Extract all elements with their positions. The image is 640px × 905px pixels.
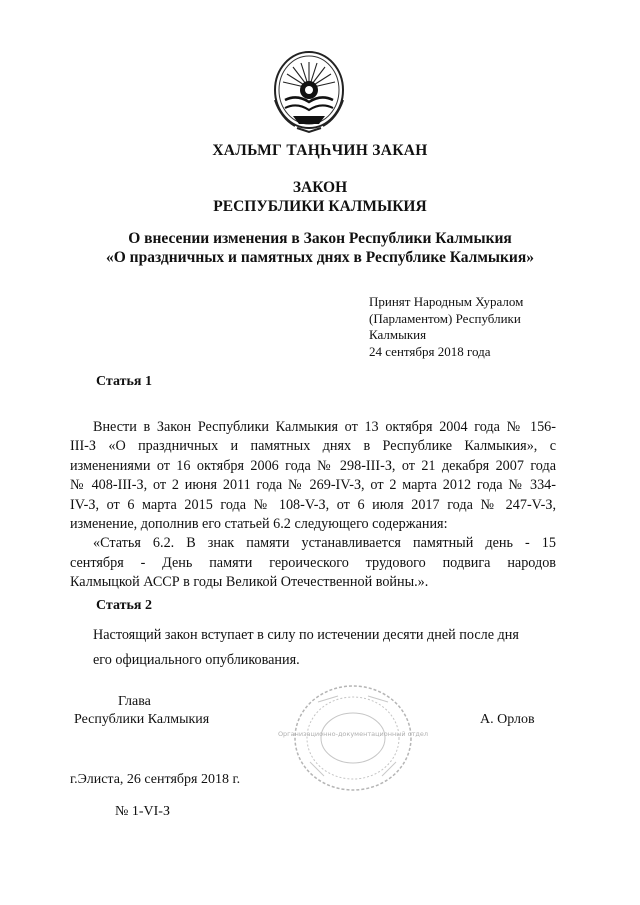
stamp-text: Организационно-документационный отдел <box>277 730 429 738</box>
adoption-line: Калмыкия <box>369 327 427 342</box>
article-2-heading: Статья 2 <box>96 598 152 613</box>
subject-line2: «О праздничных и памятных днях в Республике Калмыкия» <box>105 249 534 266</box>
article-line: III-З «О праздничных и памятных днях в Республике Калмыкия», с <box>70 438 556 455</box>
law-subject <box>0 229 640 267</box>
adoption-note <box>369 294 523 360</box>
law-number: № 1-VI-З <box>115 804 170 819</box>
article-1-heading: Статья 1 <box>96 374 152 389</box>
coat-of-arms-icon <box>271 50 347 134</box>
official-stamp <box>277 682 429 794</box>
article-2-line2: его официального опубликования. <box>93 652 300 668</box>
article-line: изменение, дополнив его статьей 6.2 следующего содержания: <box>70 516 448 533</box>
article-line: «Статья 6.2. В знак памяти устанавливается памятный день - 15 <box>93 535 556 552</box>
adoption-line: Принят Народным Хуралом <box>369 294 524 309</box>
subject-line1: О внесении изменения в Закон Республики Калмыкия <box>128 230 512 247</box>
signer-position-line1: Глава <box>118 694 151 709</box>
adoption-line: (Парламентом) Республики <box>369 310 521 326</box>
article-line: № 408-III-З, от 2 июня 2011 года № 269-IV-З, от 2 марта 2012 года № 334- <box>70 477 556 494</box>
title-law-line1: ЗАКОН <box>292 179 348 196</box>
article-line: сентября - День памяти героического трудового подвига народов <box>70 554 556 571</box>
document-title-kalmyk: ХАЛЬМГ ТАҢҺЧИН ЗАКАН <box>212 142 428 159</box>
article-line: Внести в Закон Республики Калмыкия от 13 октября 2004 года № 156- <box>93 419 556 435</box>
article-line: Калмыцкой АССР в годы Великой Отечественной войны.». <box>70 574 429 591</box>
place-and-date: г.Элиста, 26 сентября 2018 г. <box>70 772 241 787</box>
article-line: IV-З, от 6 марта 2015 года № 108-V-З, от 6 июля 2017 года № 247-V-З, <box>70 496 556 513</box>
article-1-text <box>70 418 556 593</box>
document-title-law <box>0 178 640 216</box>
article-line: изменениями от 16 октября 2006 года № 298-III-З, от 21 декабря 2007 года <box>70 457 556 474</box>
signer-position-line2: Республики Калмыкия <box>74 712 210 727</box>
signer-name: А. Орлов <box>480 712 535 727</box>
adoption-date: 24 сентября 2018 года <box>369 343 491 359</box>
article-2-line1: Настоящий закон вступает в силу по истечении десяти дней после дня <box>93 627 519 643</box>
title-law-line2: РЕСПУБЛИКИ КАЛМЫКИЯ <box>213 198 427 215</box>
